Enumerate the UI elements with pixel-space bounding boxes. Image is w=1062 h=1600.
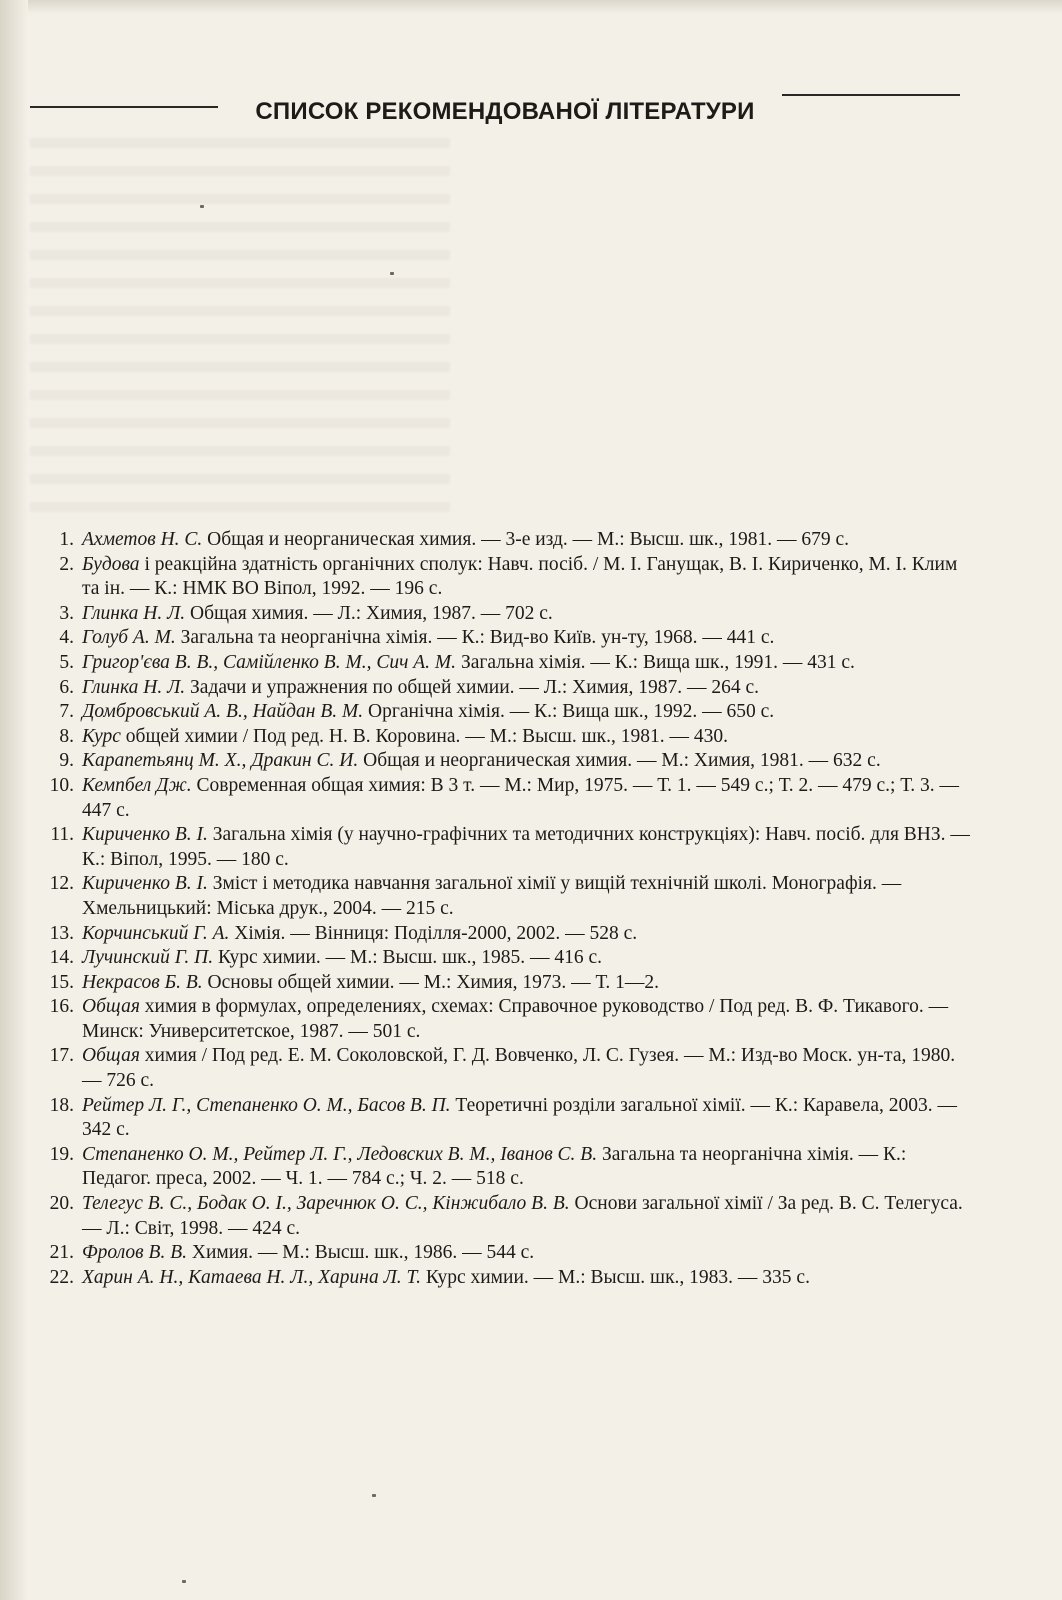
reference-item [30,700,978,725]
reference-text: Курс химии. — М.: Высш. шк., 1983. — 335 с. [421,1266,810,1288]
reference-author: Глинка Н. Л. [82,602,186,624]
reference-item [30,602,978,627]
reference-item [30,528,978,553]
reference-item [30,823,978,872]
reference-author: Корчинський Г. А. [82,922,230,944]
reference-item [30,872,978,921]
reference-author: Общая [82,996,140,1018]
reference-number: 4. [59,627,74,649]
reference-number: 10. [49,774,74,796]
speck [182,1580,186,1583]
reference-number: 15. [49,971,74,993]
reference-text: Основы общей химии. — М.: Химия, 1973. — Т. 1—2. [202,971,660,993]
reference-author: Кириченко В. І. [82,824,208,846]
reference-number: 17. [49,1045,74,1067]
reference-text: Задачи и упражнения по общей химии. — Л.: Химия, 1987. — 264 с. [185,676,759,698]
heading-rule-right [782,94,960,96]
reference-number: 7. [59,701,74,723]
page-title: СПИСОК РЕКОМЕНДОВАНОЇ ЛІТЕРАТУРИ [255,98,755,125]
reference-text: химия / Под ред. Е. М. Соколовской, Г. Д. Вовченко, Л. С. Гузея. — М.: Изд-во Моск. ун-та, 1980. — 726 с. [82,1045,956,1092]
reference-item [30,749,978,774]
reference-text: Основи загальної хімії / За ред. В. С. Телегуса. — Л.: Світ, 1998. — 424 с. [82,1193,963,1239]
reference-number: 13. [49,922,74,944]
reference-item [30,774,978,823]
reference-text: Общая и неорганическая химия. — М.: Химия, 1981. — 632 с. [358,750,881,772]
reference-number: 18. [49,1094,74,1116]
reference-text: Общая химия. — Л.: Химия, 1987. — 702 с. [185,602,553,624]
reference-text: Курс химии. — М.: Высш. шк., 1985. — 416 с. [213,947,602,969]
reference-author: Ахметов Н. С. [82,529,203,550]
reference-item [30,676,978,701]
reference-text: Современная общая химия: В 3 т. — М.: Мир, 1975. — Т. 1. — 549 с.; Т. 2. — 479 с.; Т. 3. — 447 с. [82,774,959,821]
reference-text: Общая и неорганическая химия. — 3-е изд. — М.: Высш. шк., 1981. — 679 с. [202,529,849,550]
reference-text: Загальна та неорганічна хімія. — К.: Вид-во Київ. ун-ту, 1968. — 441 с. [175,627,775,649]
reference-author: Телегус В. С., Бодак О. І., Заречнюк О. С., Кінжибало В. В. [82,1193,570,1215]
reference-author: Карапетьянц М. Х., Дракин С. И. [82,750,359,772]
speck [200,205,204,208]
reference-item [30,1241,978,1266]
reference-item [30,971,978,996]
reference-number: 20. [49,1193,74,1215]
show-through-shadow [30,138,450,518]
reference-text: Загальна та неорганічна хімія. — К.: Педагог. преса, 2002. — Ч. 1. — 784 с.; Ч. 2. — 518 с. [82,1143,907,1190]
reference-item [30,1094,978,1143]
reference-author: Фролов В. В. [82,1242,187,1264]
speck [390,272,394,275]
reference-author: Голуб А. М. [82,627,176,649]
reference-author: Домбровський А. В., Найдан В. М. [82,701,364,723]
reference-number: 8. [59,725,74,747]
reference-author: Будова [82,553,140,575]
reference-item [30,725,978,750]
reference-author: Курс [82,725,121,747]
reference-number: 22. [49,1266,74,1288]
reference-author: Некрасов Б. В. [82,971,203,993]
reference-number: 19. [49,1143,74,1165]
reference-author: Кириченко В. І. [82,873,208,895]
reference-author: Лучинский Г. П. [82,947,214,969]
reference-item [30,946,978,971]
reference-author: Григор'єва В. В., Самійленко В. М., Сич А. М. [82,651,457,673]
reference-number: 14. [49,947,74,969]
reference-number: 16. [49,996,74,1018]
reference-text: Хімія. — Вінниця: Поділля-2000, 2002. — 528 с. [229,922,638,944]
reference-list [30,528,978,1290]
reference-number: 21. [49,1242,74,1264]
reference-item [30,995,978,1044]
reference-number: 6. [59,676,74,698]
reference-author: Степаненко О. М., Рейтер Л. Г., Ледовских В. М., Іванов С. В. [82,1143,598,1165]
reference-item [30,553,978,602]
reference-text: Зміст і методика навчання загальної хімії у вищій технічній школі. Монографія. — Хмельницький: Міська друк., 2004. — 215 с. [82,873,902,919]
reference-item [30,626,978,651]
reference-text: общей химии / Под ред. Н. В. Коровина. — М.: Высш. шк., 1981. — 430. [120,725,729,747]
reference-item [30,1266,978,1291]
reference-number: 12. [49,873,74,895]
reference-text: химия в формулах, определениях, схемах: Справочное руководство / Под ред. В. Ф. Тикавого. — Минск: Университетское, 1987. — 501 с. [82,996,949,1042]
reference-text: Загальна хімія (у научно-графічних та методичних конструкціях): Навч. посіб. для ВНЗ. — К.: Віпол, 1995. — 180 с. [82,824,970,870]
reference-author: Кемпбел Дж. [82,774,192,796]
reference-text: і реакційна здатність органічних сполук: Навч. посіб. / М. І. Ганущак, В. І. Кириченко, М. І. Клим та ін. — К.: НМК ВО Віпол, 1992. — 196 с. [82,553,958,600]
speck [372,1494,376,1497]
reference-author: Общая [82,1045,140,1067]
reference-author: Харин А. Н., Катаева Н. Л., Харина Л. Т. [82,1266,422,1288]
reference-number: 1. [59,529,74,550]
reference-item [30,1192,978,1241]
page-top-edge [0,0,1062,14]
reference-number: 3. [59,602,74,624]
reference-item [30,1044,978,1093]
reference-text: Загальна хімія. — К.: Вища шк., 1991. — 431 с. [456,651,855,673]
reference-text: Химия. — М.: Высш. шк., 1986. — 544 с. [186,1242,535,1264]
reference-item [30,651,978,676]
reference-author: Рейтер Л. Г., Степаненко О. М., Басов В. П. [82,1094,451,1116]
page-binding-edge [0,0,28,1600]
reference-number: 9. [59,750,74,772]
reference-text: Теоретичні розділи загальної хімії. — К.: Каравела, 2003. — 342 с. [82,1094,957,1141]
reference-item [30,1143,978,1192]
reference-author: Глинка Н. Л. [82,676,186,698]
reference-item [30,922,978,947]
reference-number: 2. [59,553,74,575]
reference-number: 11. [50,824,74,846]
section-header [30,94,960,134]
reference-text: Органічна хімія. — К.: Вища шк., 1992. — 650 с. [363,701,775,723]
reference-number: 5. [59,651,74,673]
heading-rule-left [30,106,218,108]
